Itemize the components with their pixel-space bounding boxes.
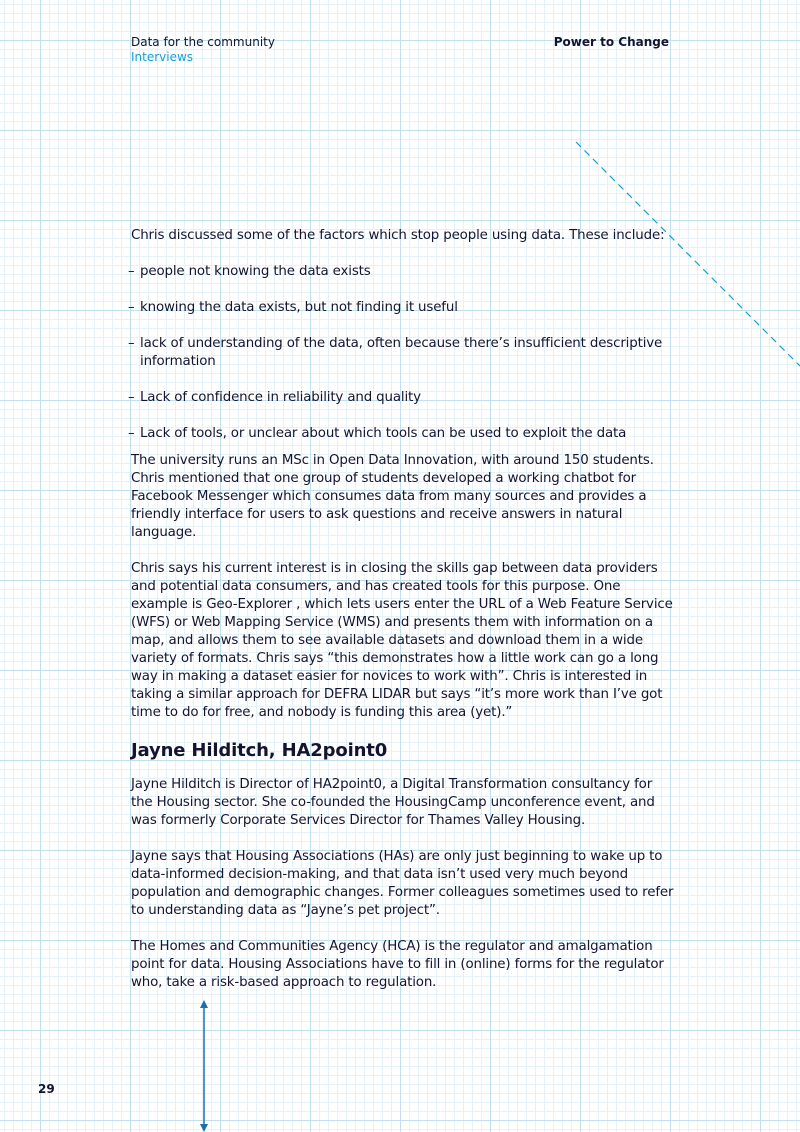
section-title: Interviews [131,50,194,64]
decorative-arrow-line [198,1000,210,1132]
paragraph: The university runs an MSc in Open Data Innovation, with around 150 students. Chris mentioned that one group of students developed a working chatbot for Facebook Messenger which consumes data from many sources and provides a friendly interface for users to ask questions and receive answers in natural language. [131,453,654,540]
section-heading: Jayne Hilditch, HA2point0 [131,740,388,761]
list-item: – people not knowing the data exists [129,263,676,281]
brand-name: Power to Change [553,35,669,49]
paragraph: The Homes and Communities Agency (HCA) is the regulator and amalgamation point for data. Housing Associations have to fill in (online) forms for the regulator who, take a risk-based approach to regulation. [131,939,664,990]
list-item: – Lack of confidence in reliability and quality [129,389,676,407]
main-content [131,227,676,1010]
paragraph: Chris says his current interest is in closing the skills gap between data providers and potential data consumers, and has created tools for this purpose. One example is Geo-Explorer , which lets users enter the URL of a Web Feature Service (WFS) or Web Mapping Service (WMS) and presents them with information on a map, and allows them to see available datasets and download them in a wide variety of formats. Chris says “this demonstrates how a little work can go a long way in making a dataset easier for novices to work with”. Chris is interested in taking a similar approach for DEFRA LIDAR but says “it’s more work than I’ve got time to do for free, and nobody is funding this area (yet).” [131,561,673,720]
paragraph: Jayne Hilditch is Director of HA2point0, a Digital Transformation consultancy for the Housing sector. She co-founded the HousingCamp unconference event, and was formerly Corporate Services Director for Thames Valley Housing. [131,777,655,828]
document-title: Data for the community [131,35,275,49]
list-item: – Lack of tools, or unclear about which tools can be used to exploit the data [129,425,676,443]
page-number: 29 [38,1082,55,1096]
list-item: – lack of understanding of the data, often because there’s insufficient descriptive information [129,335,676,371]
intro-paragraph: Chris discussed some of the factors which stop people using data. These include: [131,228,665,243]
paragraph: Jayne says that Housing Associations (HAs) are only just beginning to wake up to data-informed decision-making, and that data isn’t used very much beyond population and demographic changes. Former colleagues sometimes used to refer to understanding data as “Jayne’s pet project”. [131,849,674,918]
list-item: – knowing the data exists, but not finding it useful [129,299,676,317]
factor-list [131,263,676,443]
